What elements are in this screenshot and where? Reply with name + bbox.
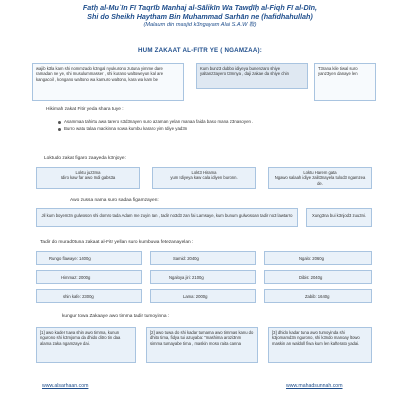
amount-cell: shin kafe: 2300g — [36, 289, 142, 303]
section-heading-amounts: Tadir do murad0tuna zakaat al-Fitr yellan suro kumbuwa fetezanayelan : — [40, 240, 194, 245]
doubling-box-1: [1] awo kader tuwa shin awo timma, kunun ngurono shi k3mjoma da dhido ditro tin daa alama zaka ngamzaye dai. — [36, 327, 136, 363]
header-author: Shi do Sheikh Haytham Bin Muhammad Sarhān ne (hafidhahullah) — [87, 12, 313, 21]
list-item: Asammaa tahirtu awa tarero s3d3nayen suro azaman yelan manaa faida baso mana z3nasoyen . — [58, 119, 358, 125]
timing-box-2: Lokt3 Hirama yum Idiyeya kaw cala idiyen buronn. — [152, 167, 256, 189]
recipients-box-left: Jil kum boyem3n gulwoson shi domro tada Adam me zuyin Ian , tadir no3d3 zan fai Lamsaye, kum bunum gulwosoan tadir no3 lawtarro — [36, 208, 298, 227]
list-item: Burro watu talaa mackinna sowa kumbu kararo yim Idiye yad3n — [58, 126, 358, 132]
recipients-box-right: Xung3na bui k3njod3 zuu3ni. — [306, 208, 372, 227]
footer-link-mahadsunnah[interactable]: www.mahadsunnah.com — [286, 383, 343, 389]
amount-cell: Ngaloya jiri: 2100g — [150, 270, 256, 284]
amount-cell: Dibis: 2040g — [264, 270, 372, 284]
section-heading-wisdom: Hikimah zakat Fitir yeda shara tuye : — [46, 107, 124, 112]
document-header — [0, 3, 400, 29]
section-heading-recipients: Awo zussa nama suro sadaa figamzayen: — [70, 198, 159, 203]
amount-cell: Himmaz: 2000g — [36, 270, 142, 284]
header-title: Fatḥ al-Muʿīn Fī Taqrīb Manhaj al-Sālikīn Wa Tawḍīḥ al-Fiqh Fī al-Dīn, — [82, 3, 318, 12]
section-heading-doubling: kungur towa Zakaaye awo timma tadir tumoyinna : — [62, 314, 170, 319]
header-note: (Malaum din masjid k3ngayam Alai S.A.W 鞍) — [143, 22, 257, 28]
section-heading-timing: Loktudo zakat figaro zaayeda k3njoye: — [44, 156, 126, 161]
intro-box-middle: Kum bunz3 dubbo idiyeya bunenzaro shiye yaltanz3ayero t3mnya , daji zakae da shiye chin — [196, 63, 308, 89]
page-title: HUM ZAKAAT AL-FITR YE ( NGAMZAA): — [137, 47, 263, 54]
amount-cell: Samid: 2040g — [150, 251, 256, 265]
intro-box-left: wajib k3la kam shi nommzado k3ngal nyukurono zutuna yimme dare ramadan ne ye, shi musulummasser , shi kurano waltoweyun kal are kangacoil , kongano waltono wa kamuro waltono, kara wa kam be — [32, 63, 184, 101]
timing-box-3: Loktu Harem gata Ngawo salaah idiye zalit3nayela tulod3 ngamzea de. — [268, 167, 372, 189]
amount-cell: Rungo flawaye: 1400g — [36, 251, 142, 265]
timing-box-1: Loktu juz3ma Idiro kaw far awo Indi gabs3a — [36, 167, 140, 189]
doubling-box-2: [2] awo tuwa do shi kadar tumama awo timmas kanu do dhito tima, fidya tui azuyaba: "mashima arozi3nm simma tumayabe tima , maskin moso raita canna — [146, 327, 258, 363]
amount-cell: Lama: 2000g — [150, 289, 256, 303]
amount-cell: Ngalo: 2060g — [264, 251, 372, 265]
amount-cell: Zabib: 1640g — [264, 289, 372, 303]
intro-box-right: T3rana kile tiwal suro yanz3yen danaye len — [314, 63, 376, 101]
footer-link-alsarhaan[interactable]: www.alsarhaan.com — [42, 383, 89, 389]
wisdom-list — [58, 119, 358, 132]
doubling-box-3: [3] dhido kadar tuna awo tumoyinda shi k3jomamd3n ngurono, shi k3ndo manoay ltowo maskin an waldoll fiwa kum len kafterato yadai. — [268, 327, 372, 363]
